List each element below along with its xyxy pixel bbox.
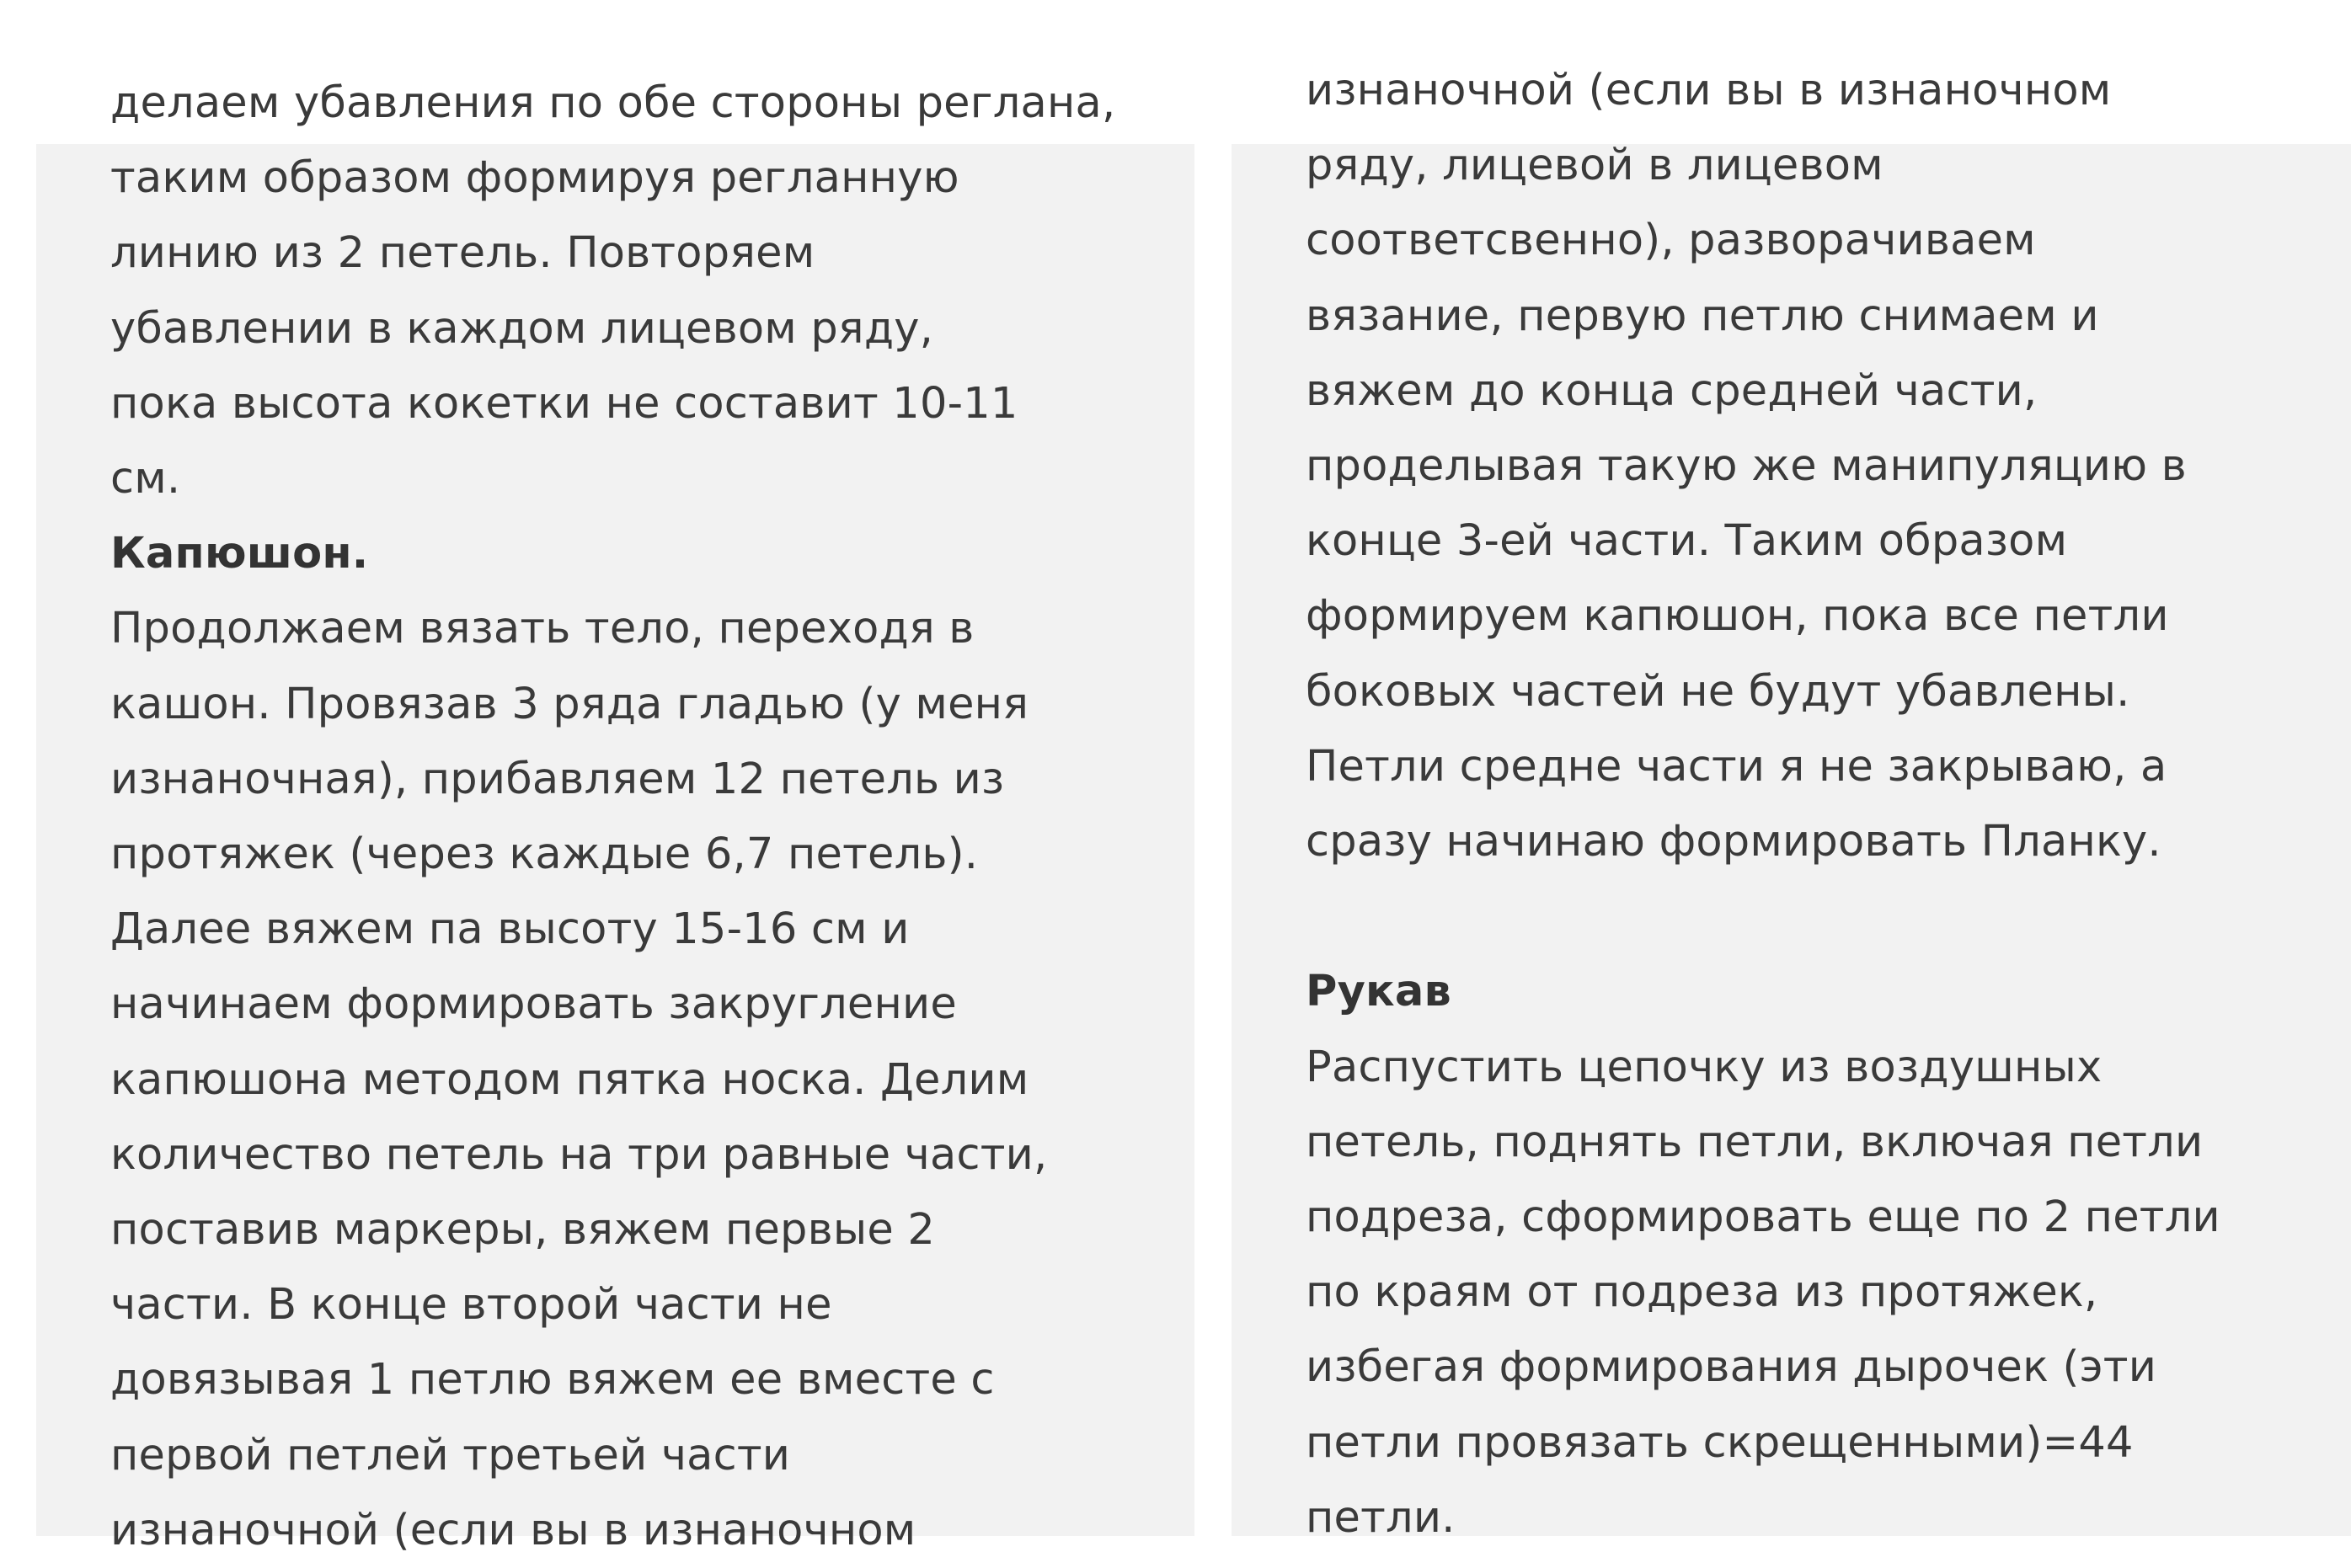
- text-line: формируем капюшон, пока все петли: [1306, 591, 2169, 642]
- text-line: избегая формирования дырочек (эти: [1306, 1342, 2157, 1393]
- right-text-column: [1306, 53, 2317, 1555]
- text-line: вяжем до конца средней части,: [1306, 365, 2038, 416]
- text-line: петли.: [1306, 1492, 1456, 1543]
- text-line: таким образом формируя регланную: [110, 153, 959, 204]
- text-line: количество петель на три равные части,: [110, 1129, 1048, 1180]
- section-heading-sleeve: Рукав: [1306, 967, 1451, 1017]
- text-line: изнаночной (если вы в изнаночном: [1306, 66, 2112, 115]
- text-line: конце 3-ей части. Таким образом: [1306, 516, 2068, 567]
- text-line: делаем убавления по обе стороны реглана,: [110, 78, 1116, 128]
- text-line: изнаночной (если вы в изнаночном: [110, 1505, 916, 1555]
- text-line: Петли средне части я не закрываю, а: [1306, 741, 2167, 792]
- left-text-panel: [36, 78, 1194, 1555]
- text-line: подреза, сформировать еще по 2 петли: [1306, 1192, 2220, 1243]
- text-line: боковых частей не будут убавлены.: [1306, 666, 2130, 717]
- text-line: первой петлей третьей части: [110, 1430, 791, 1480]
- blank-line: [1306, 879, 2317, 954]
- text-line: протяжек (через каждые 6,7 петель).: [110, 829, 979, 880]
- text-line: Далее вяжем па высоту 15-16 см и: [110, 904, 910, 955]
- section-heading-hood: Капюшон.: [110, 529, 369, 579]
- text-line: ряду, лицевой в лицевом: [1306, 141, 1883, 191]
- text-line: по краям от подреза из протяжек,: [1306, 1267, 2098, 1318]
- text-line: начинаем формировать закругление: [110, 979, 957, 1030]
- text-line: кашон. Провязав 3 ряда гладью (у меня: [110, 679, 1029, 729]
- text-line: изнаночная), прибавляем 12 петель из: [110, 754, 1005, 804]
- text-line: соответсвенно), разворачиваем: [1306, 216, 2036, 266]
- text-line: вязание, первую петлю снимаем и: [1306, 291, 2099, 341]
- text-line: убавлении в каждом лицевом ряду,: [110, 303, 934, 354]
- text-line: сразу начинаю формировать Планку.: [1306, 817, 2161, 867]
- text-line: петель, поднять петли, включая петли: [1306, 1117, 2204, 1167]
- text-line: довязывая 1 петлю вяжем ее вместе с: [110, 1355, 995, 1405]
- text-line: поставив маркеры, вяжем первые 2: [110, 1205, 935, 1256]
- text-line: капюшона методом пятка носка. Делим: [110, 1054, 1029, 1105]
- text-line: Продолжаем вязать тело, переходя в: [110, 604, 975, 654]
- text-line: линию из 2 петель. Повторяем: [110, 228, 815, 279]
- text-line: проделывая такую же манипуляцию в: [1306, 441, 2187, 492]
- text-line: части. В конце второй части не: [110, 1280, 832, 1331]
- right-text-panel: [1232, 66, 2351, 1543]
- left-text-column: [110, 66, 1161, 1568]
- text-line: петли провязать скрещенными)=44: [1306, 1417, 2134, 1468]
- text-line: пока высота кокетки не составит 10-11: [110, 378, 1018, 429]
- text-line: Распустить цепочку из воздушных: [1306, 1042, 2103, 1092]
- text-line: см.: [110, 454, 181, 504]
